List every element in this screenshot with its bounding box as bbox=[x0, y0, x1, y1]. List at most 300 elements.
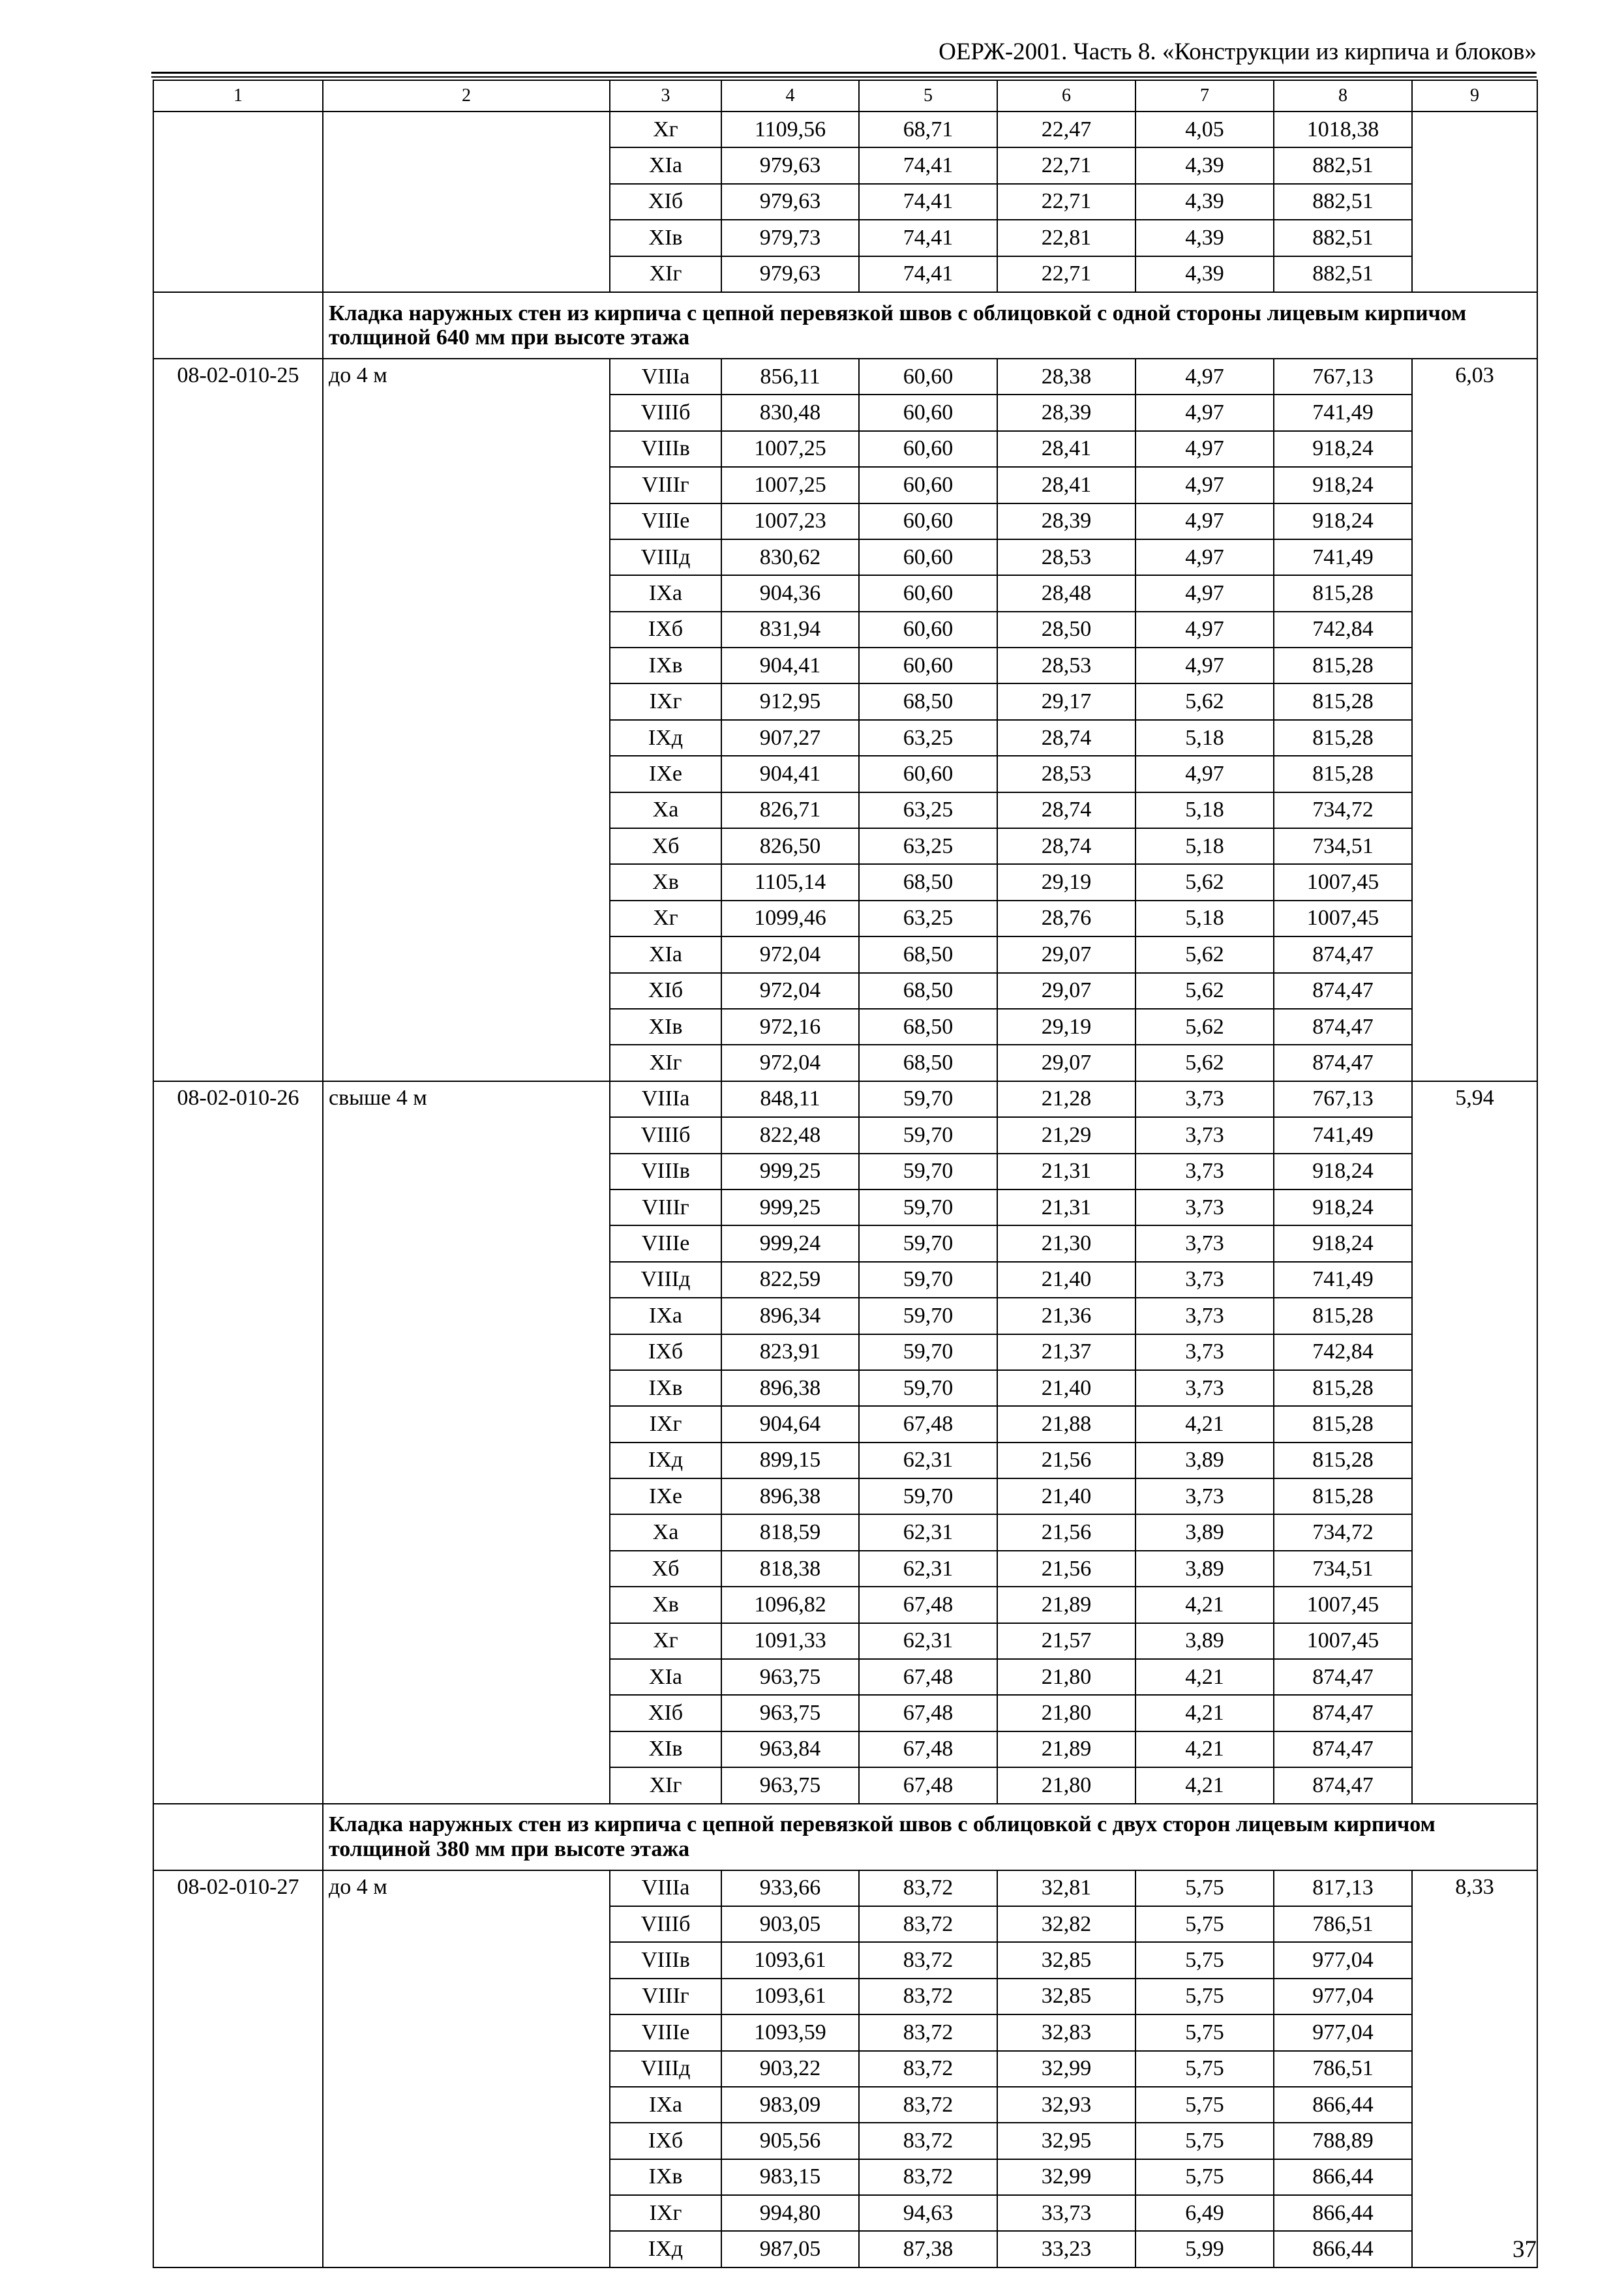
value-cell: 994,80 bbox=[721, 2195, 859, 2231]
value-cell: XIб bbox=[610, 184, 721, 220]
column-number: 9 bbox=[1412, 80, 1537, 112]
value-cell: 896,34 bbox=[721, 1298, 859, 1334]
value-cell: 979,73 bbox=[721, 220, 859, 256]
value-cell: 866,44 bbox=[1274, 2087, 1412, 2123]
section-row bbox=[153, 1804, 1537, 1870]
value-cell: 4,97 bbox=[1135, 431, 1274, 467]
value-cell: 904,36 bbox=[721, 575, 859, 611]
value-cell: 882,51 bbox=[1274, 147, 1412, 183]
value-cell: IXа bbox=[610, 2087, 721, 2123]
section-title: Кладка наружных стен из кирпича с цепной перевязкой швов с облицовкой с одной стороны лицевым кирпичом толщиной 640 мм при высоте этажа bbox=[323, 292, 1537, 359]
value-cell: 963,75 bbox=[721, 1767, 859, 1803]
header-rule bbox=[151, 72, 1537, 74]
value-cell: 4,97 bbox=[1135, 756, 1274, 792]
value-cell: VIIIа bbox=[610, 359, 721, 395]
value-cell: 59,70 bbox=[859, 1081, 997, 1117]
value-cell: VIIIд bbox=[610, 2051, 721, 2087]
value-cell: 74,41 bbox=[859, 147, 997, 183]
table-row bbox=[153, 112, 1537, 147]
value-cell: 83,72 bbox=[859, 1942, 997, 1978]
value-cell: IXд bbox=[610, 2231, 721, 2267]
value-cell: 59,70 bbox=[859, 1189, 997, 1225]
value-cell: 21,56 bbox=[997, 1514, 1135, 1550]
value-cell: 21,88 bbox=[997, 1406, 1135, 1442]
value-cell: 3,73 bbox=[1135, 1334, 1274, 1370]
value-cell: 4,97 bbox=[1135, 359, 1274, 395]
value-cell: 60,60 bbox=[859, 648, 997, 683]
value-cell: 905,56 bbox=[721, 2123, 859, 2159]
value-cell: 28,39 bbox=[997, 395, 1135, 430]
value-cell: 4,97 bbox=[1135, 612, 1274, 648]
value-cell: 28,38 bbox=[997, 359, 1135, 395]
value-cell: 822,59 bbox=[721, 1262, 859, 1298]
value-cell: 4,97 bbox=[1135, 648, 1274, 683]
value-cell: 918,24 bbox=[1274, 1225, 1412, 1261]
value-cell: 903,05 bbox=[721, 1906, 859, 1942]
value-cell: 983,09 bbox=[721, 2087, 859, 2123]
value-cell: 3,89 bbox=[1135, 1443, 1274, 1478]
value-cell: IXб bbox=[610, 1334, 721, 1370]
value-cell: 4,21 bbox=[1135, 1731, 1274, 1767]
value-cell: VIIIб bbox=[610, 1117, 721, 1153]
value-cell: 28,74 bbox=[997, 792, 1135, 828]
value-cell: 874,47 bbox=[1274, 973, 1412, 1009]
value-cell: 83,72 bbox=[859, 1906, 997, 1942]
value-cell: 1096,82 bbox=[721, 1587, 859, 1623]
value-cell: 1018,38 bbox=[1274, 112, 1412, 147]
value-cell: 33,23 bbox=[997, 2231, 1135, 2267]
value-cell: 856,11 bbox=[721, 359, 859, 395]
section-title: Кладка наружных стен из кирпича с цепной перевязкой швов с облицовкой с двух сторон лицевым кирпичом толщиной 380 мм при высоте этажа bbox=[323, 1804, 1537, 1870]
value-cell: 21,89 bbox=[997, 1731, 1135, 1767]
section-spacer bbox=[153, 1804, 323, 1870]
value-cell: 22,81 bbox=[997, 220, 1135, 256]
column-number: 4 bbox=[721, 80, 859, 112]
value-cell: 74,41 bbox=[859, 184, 997, 220]
section-spacer bbox=[153, 292, 323, 359]
page-number: 37 bbox=[1512, 2236, 1537, 2263]
value-cell: 815,28 bbox=[1274, 575, 1412, 611]
table-row bbox=[153, 1081, 1537, 1117]
value-cell: 874,47 bbox=[1274, 1695, 1412, 1731]
value-cell: VIIIд bbox=[610, 539, 721, 575]
value-cell: 62,31 bbox=[859, 1443, 997, 1478]
value-cell: 4,21 bbox=[1135, 1767, 1274, 1803]
norm-cell bbox=[1412, 112, 1537, 292]
value-cell: 815,28 bbox=[1274, 1370, 1412, 1406]
value-cell: 60,60 bbox=[859, 467, 997, 503]
value-cell: 866,44 bbox=[1274, 2159, 1412, 2195]
value-cell: 62,31 bbox=[859, 1514, 997, 1550]
column-number-row bbox=[153, 80, 1537, 112]
value-cell: 63,25 bbox=[859, 901, 997, 936]
value-cell: Xв bbox=[610, 1587, 721, 1623]
value-cell: 21,31 bbox=[997, 1154, 1135, 1189]
value-cell: 21,89 bbox=[997, 1587, 1135, 1623]
column-number: 6 bbox=[997, 80, 1135, 112]
value-cell: 4,97 bbox=[1135, 467, 1274, 503]
value-cell: 83,72 bbox=[859, 1979, 997, 2014]
value-cell: 29,19 bbox=[997, 864, 1135, 900]
value-cell: Xб bbox=[610, 1551, 721, 1587]
value-cell: 5,18 bbox=[1135, 792, 1274, 828]
value-cell: 1007,45 bbox=[1274, 901, 1412, 936]
value-cell: 1007,25 bbox=[721, 431, 859, 467]
value-cell: 896,38 bbox=[721, 1478, 859, 1514]
value-cell: 826,50 bbox=[721, 828, 859, 864]
value-cell: 68,71 bbox=[859, 112, 997, 147]
value-cell: 21,40 bbox=[997, 1262, 1135, 1298]
value-cell: 734,72 bbox=[1274, 792, 1412, 828]
value-cell: 68,50 bbox=[859, 683, 997, 719]
value-cell: 963,75 bbox=[721, 1695, 859, 1731]
value-cell: VIIIв bbox=[610, 1154, 721, 1189]
value-cell: VIIIе bbox=[610, 503, 721, 539]
value-cell: 4,21 bbox=[1135, 1587, 1274, 1623]
value-cell: 5,18 bbox=[1135, 720, 1274, 756]
value-cell: 32,99 bbox=[997, 2159, 1135, 2195]
value-cell: VIIIд bbox=[610, 1262, 721, 1298]
value-cell: 83,72 bbox=[859, 2159, 997, 2195]
value-cell: 5,75 bbox=[1135, 2159, 1274, 2195]
value-cell: 999,25 bbox=[721, 1154, 859, 1189]
value-cell: 1007,45 bbox=[1274, 864, 1412, 900]
value-cell: 741,49 bbox=[1274, 395, 1412, 430]
value-cell: 3,89 bbox=[1135, 1551, 1274, 1587]
value-cell: 741,49 bbox=[1274, 539, 1412, 575]
value-cell: 5,62 bbox=[1135, 1009, 1274, 1045]
value-cell: 29,07 bbox=[997, 973, 1135, 1009]
value-cell: IXв bbox=[610, 2159, 721, 2195]
value-cell: 767,13 bbox=[1274, 359, 1412, 395]
value-cell: 1093,59 bbox=[721, 2014, 859, 2050]
labor-norm: 8,33 bbox=[1412, 1870, 1537, 2267]
value-cell: 6,49 bbox=[1135, 2195, 1274, 2231]
value-cell: Xб bbox=[610, 828, 721, 864]
value-cell: 999,24 bbox=[721, 1225, 859, 1261]
value-cell: 21,30 bbox=[997, 1225, 1135, 1261]
value-cell: XIа bbox=[610, 1659, 721, 1695]
value-cell: Xг bbox=[610, 112, 721, 147]
value-cell: 1093,61 bbox=[721, 1979, 859, 2014]
value-cell: 4,39 bbox=[1135, 147, 1274, 183]
value-cell: 32,85 bbox=[997, 1979, 1135, 2014]
value-cell: 830,62 bbox=[721, 539, 859, 575]
value-cell: 22,71 bbox=[997, 256, 1135, 292]
labor-norm: 5,94 bbox=[1412, 1081, 1537, 1804]
value-cell: 67,48 bbox=[859, 1587, 997, 1623]
value-cell: VIIIг bbox=[610, 467, 721, 503]
column-number: 7 bbox=[1135, 80, 1274, 112]
value-cell: 67,48 bbox=[859, 1659, 997, 1695]
value-cell: 3,73 bbox=[1135, 1081, 1274, 1117]
value-cell: 5,62 bbox=[1135, 864, 1274, 900]
value-cell: VIIIг bbox=[610, 1979, 721, 2014]
value-cell: 3,73 bbox=[1135, 1478, 1274, 1514]
column-number: 5 bbox=[859, 80, 997, 112]
value-cell: 59,70 bbox=[859, 1225, 997, 1261]
value-cell: 815,28 bbox=[1274, 683, 1412, 719]
value-cell: 59,70 bbox=[859, 1154, 997, 1189]
header-rule bbox=[151, 76, 1537, 78]
value-cell: 28,53 bbox=[997, 648, 1135, 683]
value-cell: 972,04 bbox=[721, 973, 859, 1009]
value-cell: 29,07 bbox=[997, 936, 1135, 972]
value-cell: 21,29 bbox=[997, 1117, 1135, 1153]
value-cell: 21,40 bbox=[997, 1478, 1135, 1514]
value-cell: 28,76 bbox=[997, 901, 1135, 936]
value-cell: 4,21 bbox=[1135, 1406, 1274, 1442]
floor-height: до 4 м bbox=[323, 1870, 610, 2267]
value-cell: VIIIв bbox=[610, 1942, 721, 1978]
value-cell: 21,80 bbox=[997, 1695, 1135, 1731]
value-cell: 918,24 bbox=[1274, 467, 1412, 503]
column-number: 8 bbox=[1274, 80, 1412, 112]
value-cell: 60,60 bbox=[859, 431, 997, 467]
value-cell: 21,56 bbox=[997, 1443, 1135, 1478]
value-cell: 963,75 bbox=[721, 1659, 859, 1695]
value-cell: 5,62 bbox=[1135, 1045, 1274, 1081]
value-cell: 972,04 bbox=[721, 936, 859, 972]
value-cell: XIв bbox=[610, 1009, 721, 1045]
value-cell: 1007,23 bbox=[721, 503, 859, 539]
value-cell: XIв bbox=[610, 1731, 721, 1767]
value-cell: IXг bbox=[610, 1406, 721, 1442]
value-cell: 826,71 bbox=[721, 792, 859, 828]
value-cell: XIб bbox=[610, 973, 721, 1009]
value-cell: 59,70 bbox=[859, 1262, 997, 1298]
value-cell: 874,47 bbox=[1274, 1659, 1412, 1695]
value-cell: 866,44 bbox=[1274, 2231, 1412, 2267]
value-cell: XIа bbox=[610, 147, 721, 183]
value-cell: 28,39 bbox=[997, 503, 1135, 539]
value-cell: 68,50 bbox=[859, 864, 997, 900]
value-cell: 28,53 bbox=[997, 539, 1135, 575]
value-cell: 767,13 bbox=[1274, 1081, 1412, 1117]
value-cell: 823,91 bbox=[721, 1334, 859, 1370]
value-cell: 60,60 bbox=[859, 503, 997, 539]
value-cell: 918,24 bbox=[1274, 431, 1412, 467]
value-cell: 94,63 bbox=[859, 2195, 997, 2231]
value-cell: 815,28 bbox=[1274, 1298, 1412, 1334]
value-cell: 912,95 bbox=[721, 683, 859, 719]
floor-height: свыше 4 м bbox=[323, 1081, 610, 1804]
value-cell: 28,74 bbox=[997, 720, 1135, 756]
value-cell: 1007,25 bbox=[721, 467, 859, 503]
value-cell: 918,24 bbox=[1274, 1154, 1412, 1189]
value-cell: 741,49 bbox=[1274, 1262, 1412, 1298]
value-cell: 5,75 bbox=[1135, 1870, 1274, 1906]
rate-code: 08-02-010-27 bbox=[153, 1870, 323, 2267]
value-cell: Xг bbox=[610, 901, 721, 936]
value-cell: 874,47 bbox=[1274, 1009, 1412, 1045]
value-cell: 29,19 bbox=[997, 1009, 1135, 1045]
value-cell: 874,47 bbox=[1274, 1767, 1412, 1803]
value-cell: 32,83 bbox=[997, 2014, 1135, 2050]
value-cell: 1091,33 bbox=[721, 1623, 859, 1659]
value-cell: 68,50 bbox=[859, 1045, 997, 1081]
value-cell: 979,63 bbox=[721, 184, 859, 220]
value-cell: 1093,61 bbox=[721, 1942, 859, 1978]
value-cell: 3,73 bbox=[1135, 1189, 1274, 1225]
value-cell: 5,75 bbox=[1135, 1906, 1274, 1942]
value-cell: 67,48 bbox=[859, 1406, 997, 1442]
value-cell: 831,94 bbox=[721, 612, 859, 648]
value-cell: 5,18 bbox=[1135, 901, 1274, 936]
rate-code: 08-02-010-26 bbox=[153, 1081, 323, 1804]
value-cell: VIIIе bbox=[610, 1225, 721, 1261]
value-cell: 32,93 bbox=[997, 2087, 1135, 2123]
value-cell: 21,31 bbox=[997, 1189, 1135, 1225]
value-cell: 60,60 bbox=[859, 359, 997, 395]
value-cell: 4,05 bbox=[1135, 112, 1274, 147]
value-cell: Xг bbox=[610, 1623, 721, 1659]
value-cell: 32,82 bbox=[997, 1906, 1135, 1942]
height-cell bbox=[323, 112, 610, 292]
value-cell: 979,63 bbox=[721, 147, 859, 183]
value-cell: 5,75 bbox=[1135, 1979, 1274, 2014]
value-cell: Xв bbox=[610, 864, 721, 900]
value-cell: 3,73 bbox=[1135, 1117, 1274, 1153]
value-cell: 21,36 bbox=[997, 1298, 1135, 1334]
value-cell: 60,60 bbox=[859, 539, 997, 575]
value-cell: 963,84 bbox=[721, 1731, 859, 1767]
value-cell: 32,85 bbox=[997, 1942, 1135, 1978]
value-cell: 734,51 bbox=[1274, 828, 1412, 864]
value-cell: 983,15 bbox=[721, 2159, 859, 2195]
value-cell: 4,39 bbox=[1135, 256, 1274, 292]
value-cell: 32,99 bbox=[997, 2051, 1135, 2087]
value-cell: 1109,56 bbox=[721, 112, 859, 147]
value-cell: Xа bbox=[610, 792, 721, 828]
value-cell: 882,51 bbox=[1274, 184, 1412, 220]
value-cell: 874,47 bbox=[1274, 1731, 1412, 1767]
value-cell: 29,07 bbox=[997, 1045, 1135, 1081]
value-cell: 83,72 bbox=[859, 2123, 997, 2159]
value-cell: 786,51 bbox=[1274, 2051, 1412, 2087]
value-cell: 32,81 bbox=[997, 1870, 1135, 1906]
value-cell: 977,04 bbox=[1274, 1942, 1412, 1978]
value-cell: 60,60 bbox=[859, 575, 997, 611]
value-cell: 28,41 bbox=[997, 467, 1135, 503]
value-cell: 1007,45 bbox=[1274, 1623, 1412, 1659]
value-cell: 59,70 bbox=[859, 1117, 997, 1153]
value-cell: 63,25 bbox=[859, 792, 997, 828]
value-cell: 21,28 bbox=[997, 1081, 1135, 1117]
value-cell: 33,73 bbox=[997, 2195, 1135, 2231]
value-cell: 5,62 bbox=[1135, 973, 1274, 1009]
value-cell: 742,84 bbox=[1274, 1334, 1412, 1370]
value-cell: 62,31 bbox=[859, 1623, 997, 1659]
value-cell: 4,97 bbox=[1135, 395, 1274, 430]
value-cell: 815,28 bbox=[1274, 1478, 1412, 1514]
value-cell: 818,59 bbox=[721, 1514, 859, 1550]
value-cell: 68,50 bbox=[859, 973, 997, 1009]
value-cell: 67,48 bbox=[859, 1767, 997, 1803]
value-cell: 734,72 bbox=[1274, 1514, 1412, 1550]
value-cell: VIIIа bbox=[610, 1081, 721, 1117]
value-cell: 866,44 bbox=[1274, 2195, 1412, 2231]
value-cell: XIв bbox=[610, 220, 721, 256]
value-cell: 3,73 bbox=[1135, 1298, 1274, 1334]
value-cell: 83,72 bbox=[859, 2014, 997, 2050]
value-cell: 59,70 bbox=[859, 1478, 997, 1514]
value-cell: IXд bbox=[610, 720, 721, 756]
value-cell: 977,04 bbox=[1274, 1979, 1412, 2014]
value-cell: 28,74 bbox=[997, 828, 1135, 864]
value-cell: 815,28 bbox=[1274, 1406, 1412, 1442]
value-cell: 74,41 bbox=[859, 256, 997, 292]
value-cell: IXв bbox=[610, 1370, 721, 1406]
section-row bbox=[153, 292, 1537, 359]
value-cell: 3,73 bbox=[1135, 1262, 1274, 1298]
value-cell: 904,64 bbox=[721, 1406, 859, 1442]
value-cell: 5,75 bbox=[1135, 2051, 1274, 2087]
value-cell: IXб bbox=[610, 2123, 721, 2159]
value-cell: 903,22 bbox=[721, 2051, 859, 2087]
value-cell: IXа bbox=[610, 575, 721, 611]
value-cell: 933,66 bbox=[721, 1870, 859, 1906]
value-cell: 21,57 bbox=[997, 1623, 1135, 1659]
column-number: 3 bbox=[610, 80, 721, 112]
value-cell: 918,24 bbox=[1274, 503, 1412, 539]
value-cell: 28,41 bbox=[997, 431, 1135, 467]
value-cell: 734,51 bbox=[1274, 1551, 1412, 1587]
value-cell: 22,47 bbox=[997, 112, 1135, 147]
value-cell: 83,72 bbox=[859, 1870, 997, 1906]
value-cell: 29,17 bbox=[997, 683, 1135, 719]
value-cell: 979,63 bbox=[721, 256, 859, 292]
value-cell: IXа bbox=[610, 1298, 721, 1334]
rate-code: 08-02-010-25 bbox=[153, 359, 323, 1081]
value-cell: VIIIе bbox=[610, 2014, 721, 2050]
value-cell: XIа bbox=[610, 936, 721, 972]
value-cell: 5,99 bbox=[1135, 2231, 1274, 2267]
value-cell: 67,48 bbox=[859, 1695, 997, 1731]
value-cell: 5,75 bbox=[1135, 2123, 1274, 2159]
value-cell: XIг bbox=[610, 1767, 721, 1803]
value-cell: 68,50 bbox=[859, 936, 997, 972]
value-cell: 68,50 bbox=[859, 1009, 997, 1045]
value-cell: 874,47 bbox=[1274, 936, 1412, 972]
value-cell: 4,97 bbox=[1135, 575, 1274, 611]
value-cell: 60,60 bbox=[859, 612, 997, 648]
column-number: 1 bbox=[153, 80, 323, 112]
value-cell: 907,27 bbox=[721, 720, 859, 756]
value-cell: 882,51 bbox=[1274, 256, 1412, 292]
value-cell: 5,62 bbox=[1135, 683, 1274, 719]
labor-norm: 6,03 bbox=[1412, 359, 1537, 1081]
value-cell: 59,70 bbox=[859, 1334, 997, 1370]
value-cell: VIIIа bbox=[610, 1870, 721, 1906]
floor-height: до 4 м bbox=[323, 359, 610, 1081]
value-cell: 59,70 bbox=[859, 1370, 997, 1406]
value-cell: 848,11 bbox=[721, 1081, 859, 1117]
value-cell: 21,56 bbox=[997, 1551, 1135, 1587]
value-cell: 3,73 bbox=[1135, 1370, 1274, 1406]
value-cell: 815,28 bbox=[1274, 648, 1412, 683]
value-cell: IXд bbox=[610, 1443, 721, 1478]
value-cell: 63,25 bbox=[859, 720, 997, 756]
value-cell: 815,28 bbox=[1274, 720, 1412, 756]
value-cell: 786,51 bbox=[1274, 1906, 1412, 1942]
value-cell: 87,38 bbox=[859, 2231, 997, 2267]
value-cell: 3,73 bbox=[1135, 1225, 1274, 1261]
value-cell: IXг bbox=[610, 683, 721, 719]
value-cell: 22,71 bbox=[997, 147, 1135, 183]
value-cell: 1099,46 bbox=[721, 901, 859, 936]
value-cell: 21,80 bbox=[997, 1659, 1135, 1695]
